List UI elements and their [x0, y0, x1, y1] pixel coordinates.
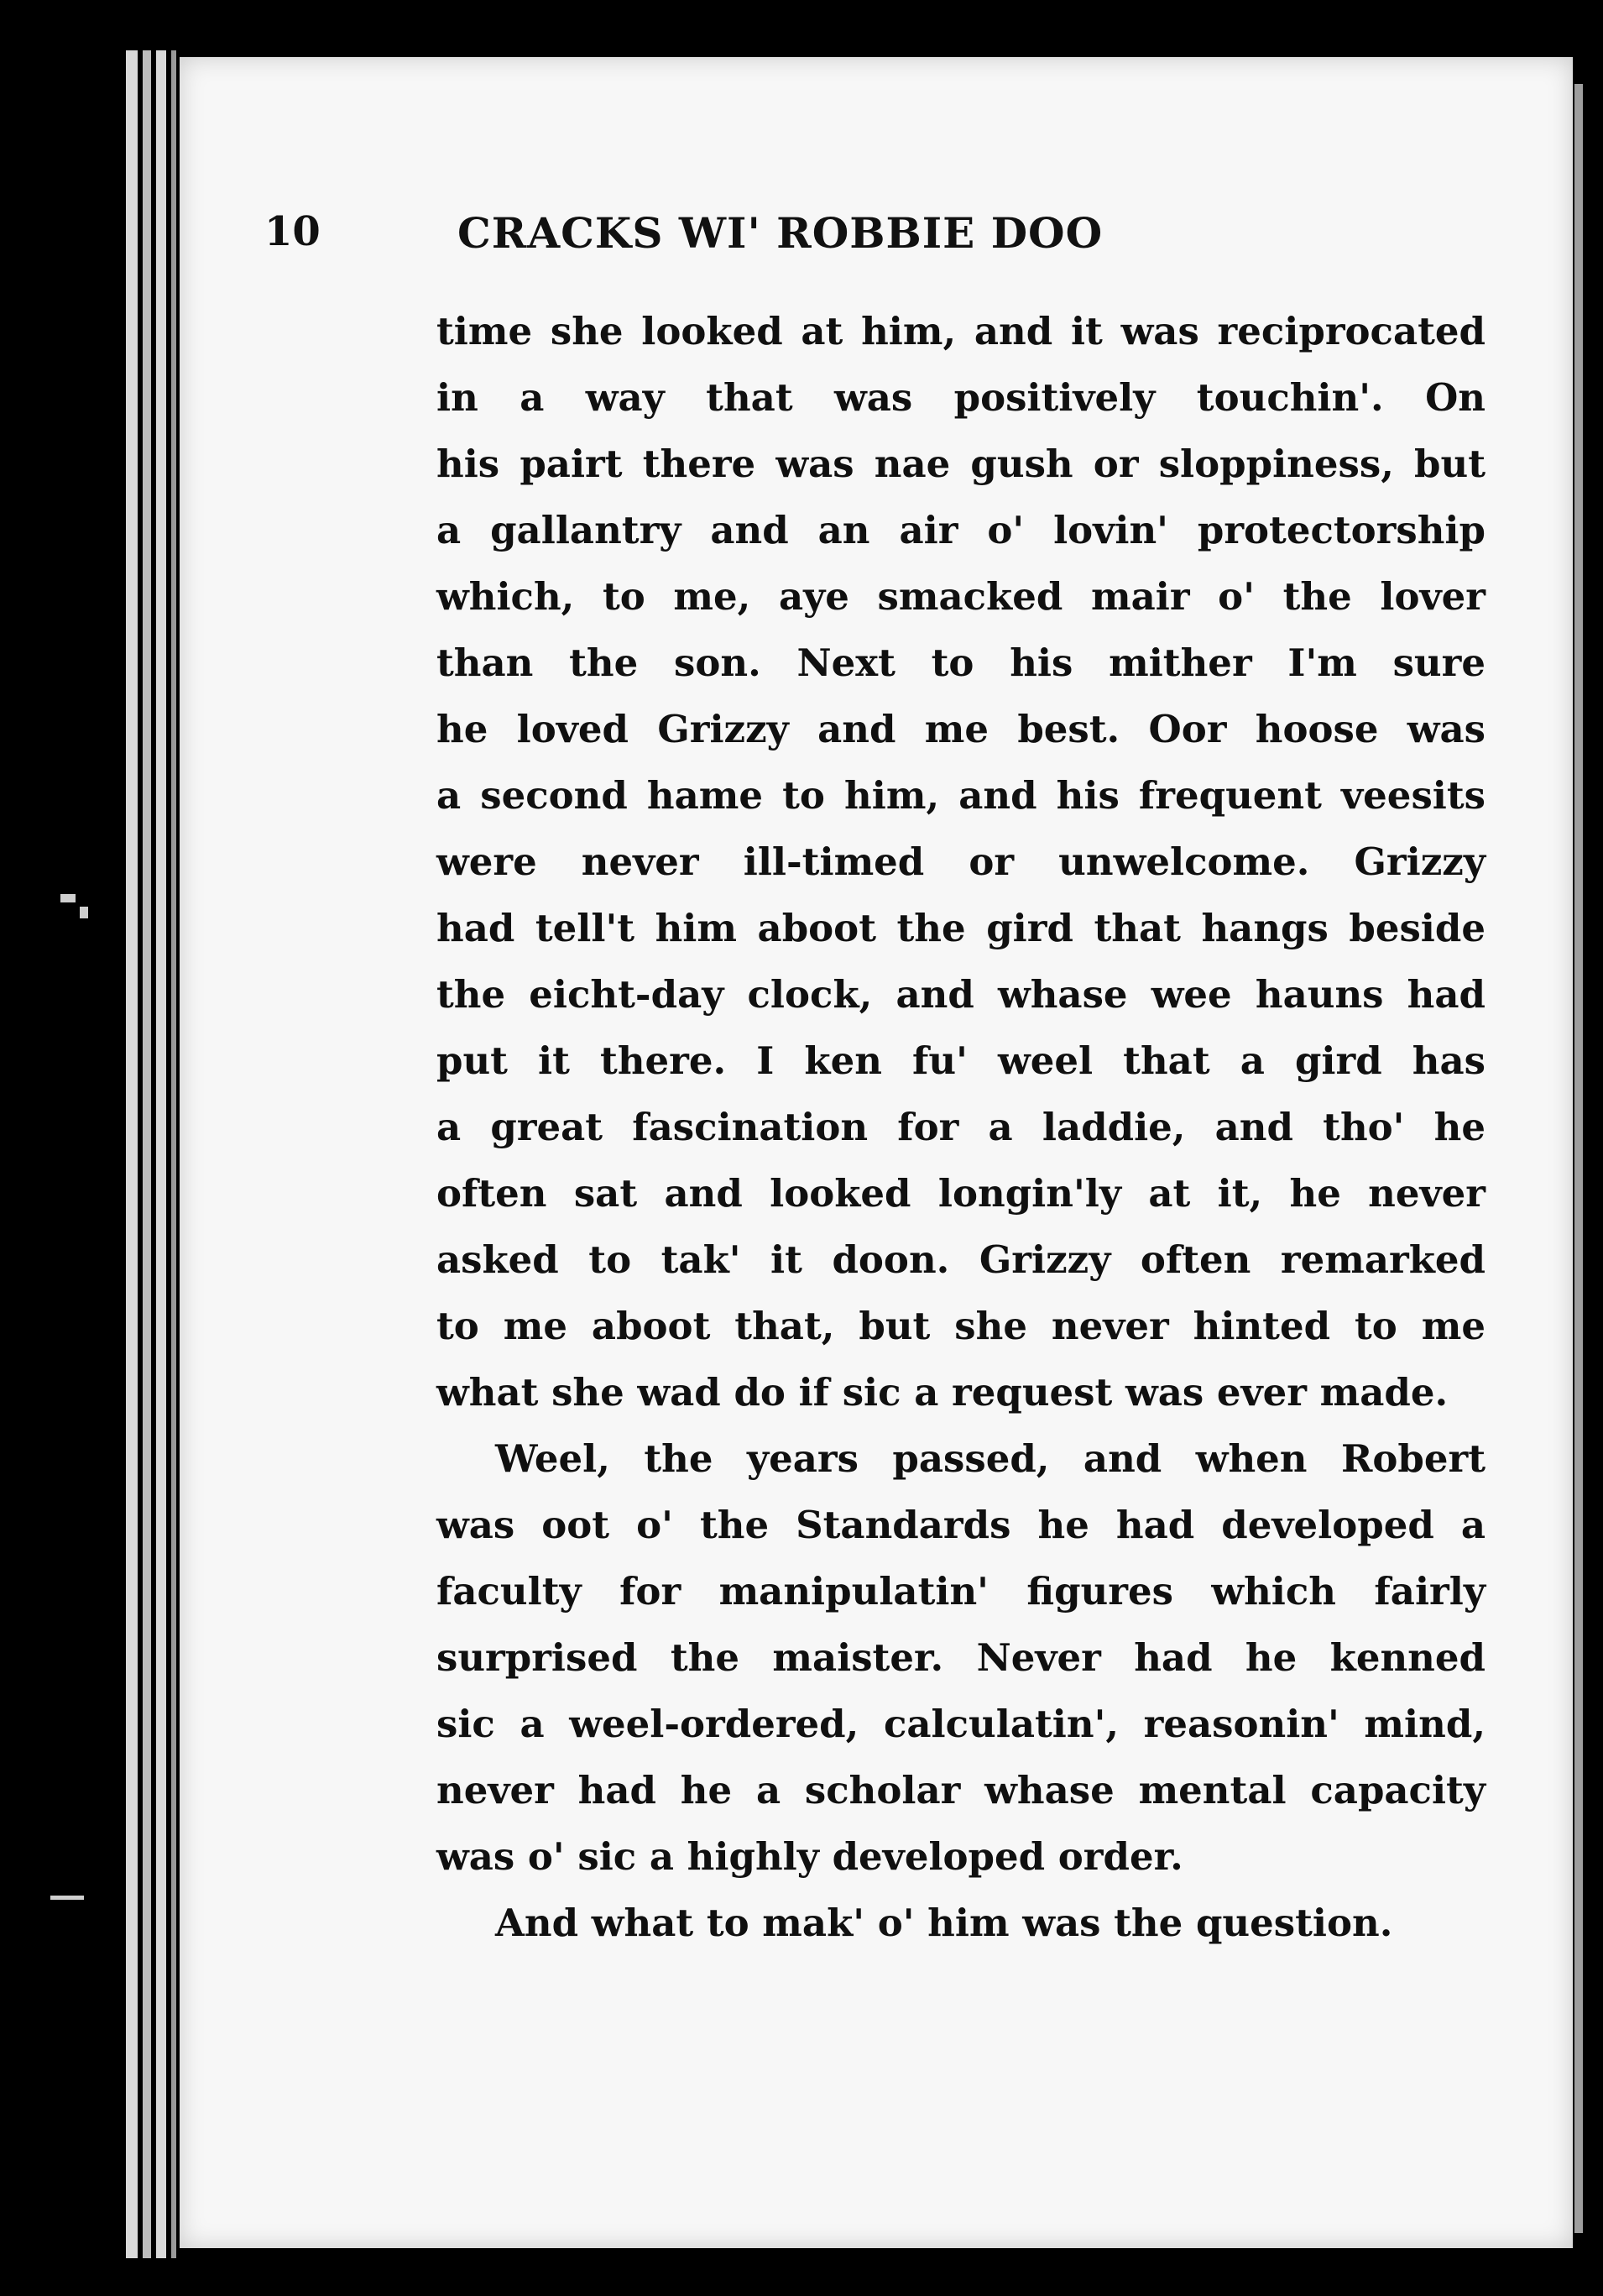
text-line: was oot o' the Standards he had developed a — [436, 1503, 1486, 1547]
body-text — [436, 298, 1486, 1956]
text-line: sic a weel-ordered, calculatin', reasonin' mind, — [436, 1702, 1486, 1746]
text-line: than the son. Next to his mither I'm sure — [436, 641, 1486, 685]
text-line: Weel, the years passed, and when Robert — [495, 1436, 1486, 1481]
text-line: asked to tak' it doon. Grizzy often remarked — [436, 1237, 1486, 1282]
text-line: And what to mak' o' him was the question. — [495, 1901, 1393, 1945]
text-line: was o' sic a highly developed order. — [436, 1834, 1183, 1879]
text-line: were never ill-timed or unwelcome. Grizzy — [436, 839, 1486, 884]
page-number: 10 — [264, 208, 321, 255]
scan-speck — [50, 1896, 84, 1900]
scan-speck — [80, 907, 88, 918]
text-line: he loved Grizzy and me best. Oor hoose was — [436, 707, 1486, 751]
text-line: time she looked at him, and it was reciprocated — [436, 309, 1486, 353]
text-line: in a way that was positively touchin'. On — [436, 375, 1486, 420]
text-line: a gallantry and an air o' lovin' protectorship — [436, 508, 1486, 552]
binding-edge — [156, 50, 166, 2258]
page-right-edge — [1574, 84, 1583, 2233]
binding-edge — [126, 50, 138, 2258]
text-line: faculty for manipulatin' figures which fairly — [436, 1569, 1486, 1613]
running-head: CRACKS WI' ROBBIE DOO — [457, 208, 1104, 258]
text-line: had tell't him aboot the gird that hangs beside — [436, 906, 1486, 950]
text-line: put it there. I ken fu' weel that a gird has — [436, 1038, 1486, 1083]
text-line: what she wad do if sic a request was ever made. — [436, 1370, 1449, 1415]
text-line: the eicht-day clock, and whase wee hauns had — [436, 972, 1486, 1017]
text-line: a great fascination for a laddie, and tho' he — [436, 1105, 1486, 1149]
text-line: a second hame to him, and his frequent veesits — [436, 773, 1486, 818]
binding-edge — [143, 50, 151, 2258]
text-line: his pairt there was nae gush or sloppiness, but — [436, 442, 1486, 486]
text-line: which, to me, aye smacked mair o' the lover — [436, 574, 1486, 619]
binding-edge — [171, 50, 176, 2258]
text-line: never had he a scholar whase mental capacity — [436, 1768, 1486, 1812]
scan-speck — [60, 894, 76, 902]
text-line: surprised the maister. Never had he kenned — [436, 1635, 1486, 1680]
page-header — [264, 208, 1506, 275]
text-line: to me aboot that, but she never hinted to me — [436, 1304, 1486, 1348]
text-line: often sat and looked longin'ly at it, he never — [436, 1171, 1486, 1216]
